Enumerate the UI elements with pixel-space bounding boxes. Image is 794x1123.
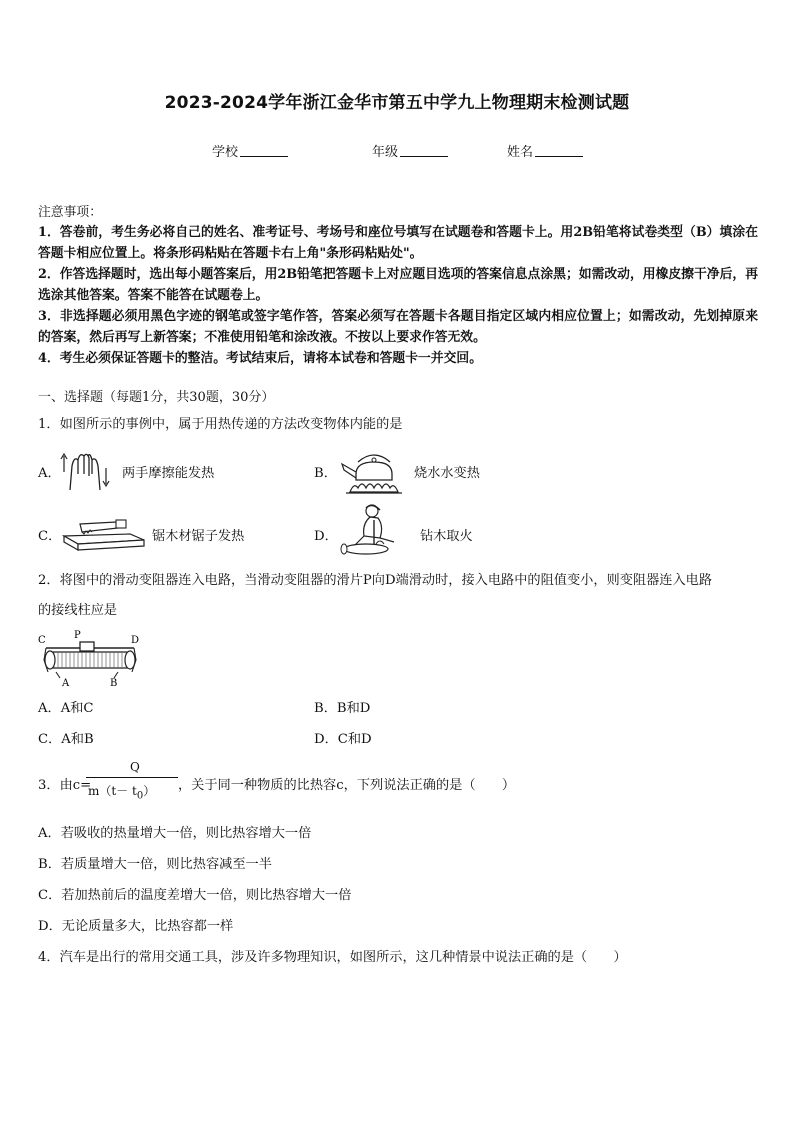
question-2-stem-line2: 的接线柱应是 (38, 603, 118, 618)
school-field[interactable] (212, 141, 288, 160)
q1-option-d-text: 钻木取火 (420, 529, 473, 544)
q1-option-a-letter: A． (38, 466, 61, 481)
notice-item: 4．考生必须保证答题卡的整洁。考试结束后，请将本试卷和答题卡一并交回。 (38, 351, 482, 366)
q3-denominator-end: ） (143, 784, 156, 798)
q1-option-b-letter: B． (314, 466, 337, 481)
q1-option-a-text: 两手摩擦能发热 (122, 466, 215, 481)
notice-item: 1．答卷前，考生务必将自己的姓名、准考证号、考场号和座位号填写在试题卷和答题卡上。用2B铅笔将试卷类型（B）填涂在答题卡相应位置上。将条形码粘贴在答题卡右上角"条形码粘贴处"。 (38, 225, 758, 261)
q1-option-c-letter: C． (38, 529, 62, 544)
q3-fraction-bar (86, 777, 178, 778)
grade-field[interactable] (372, 141, 448, 160)
q2-option-a: A．A和C (38, 701, 94, 716)
terminal-c-label: C (38, 635, 46, 646)
kettle-figure (334, 446, 414, 498)
question-1-stem: 1．如图所示的事例中，属于用热传递的方法改变物体内能的是 (38, 417, 403, 432)
notice-heading: 注意事项： (38, 205, 102, 220)
terminal-b-label: B (110, 678, 118, 688)
terminal-a-label: A (62, 678, 70, 688)
q3-formula-numerator: Q (130, 760, 140, 774)
q1-option-c-text: 锯木材锯子发热 (152, 529, 245, 544)
rubbing-hands-figure (60, 448, 110, 494)
q3-denominator-sub: 0 (136, 790, 144, 802)
notice-item: 2．作答选择题时，选出每小题答案后，用2B铅笔把答题卡上对应题目选项的答案信息点涂黑；如需改动，用橡皮擦干净后，再选涂其他答案。答案不能答在试题卷上。 (38, 267, 758, 303)
saw-wood-figure (60, 518, 150, 552)
terminal-d-label: D (131, 635, 140, 646)
name-field[interactable] (507, 141, 583, 160)
q2-option-d: D．C和D (314, 732, 372, 747)
q3-denominator-main: m（t－ t (88, 784, 137, 798)
q3-formula-denominator (88, 782, 155, 801)
grade-blank[interactable] (400, 144, 448, 157)
school-blank[interactable] (240, 144, 288, 157)
slider-p-label: P (74, 630, 81, 641)
section-heading: 一、选择题（每题1分，共30题，30分） (38, 390, 275, 405)
name-blank[interactable] (535, 144, 583, 157)
question-4-stem: 4．汽车是出行的常用交通工具，涉及许多物理知识，如图所示，这几种情景中说法正确的是（ ） (38, 950, 627, 965)
q2-option-b: B．B和D (314, 701, 371, 716)
q3-prefix: 3．由c= (38, 778, 92, 793)
q3-option-d: D．无论质量多大，比热容都一样 (38, 919, 234, 934)
q3-option-b: B．若质量增大一倍，则比热容减至一半 (38, 857, 272, 872)
q1-option-d-letter: D． (314, 529, 338, 544)
grade-label: 年级 (372, 145, 399, 160)
notice-item: 3．非选择题必须用黑色字迹的钢笔或签字笔作答，答案必须写在答题卡各题目指定区域内相应位置上；如需改动，先划掉原来的答案，然后再写上新答案；不准使用铅笔和涂改液。不按以上要求作答无效。 (38, 309, 758, 345)
drill-wood-figure (336, 502, 410, 560)
rheostat-figure (34, 628, 146, 688)
q3-option-a: A．若吸收的热量增大一倍，则比热容增大一倍 (38, 826, 312, 841)
school-label: 学校 (212, 145, 239, 160)
page-title: 2023-2024学年浙江金华市第五中学九上物理期末检测试题 (164, 93, 630, 113)
q3-suffix: ，关于同一种物质的比热容c，下列说法正确的是（ ） (178, 778, 516, 793)
q3-option-c: C．若加热前后的温度差增大一倍，则比热容增大一倍 (38, 888, 352, 903)
q2-option-c: C．A和B (38, 732, 94, 747)
q1-option-b-text: 烧水水变热 (414, 466, 480, 481)
question-2-stem-line1: 2．将图中的滑动变阻器连入电路，当滑动变阻器的滑片P向D端滑动时，接入电路中的阻值变小，则变阻器连入电路 (38, 573, 713, 588)
name-label: 姓名 (507, 145, 534, 160)
